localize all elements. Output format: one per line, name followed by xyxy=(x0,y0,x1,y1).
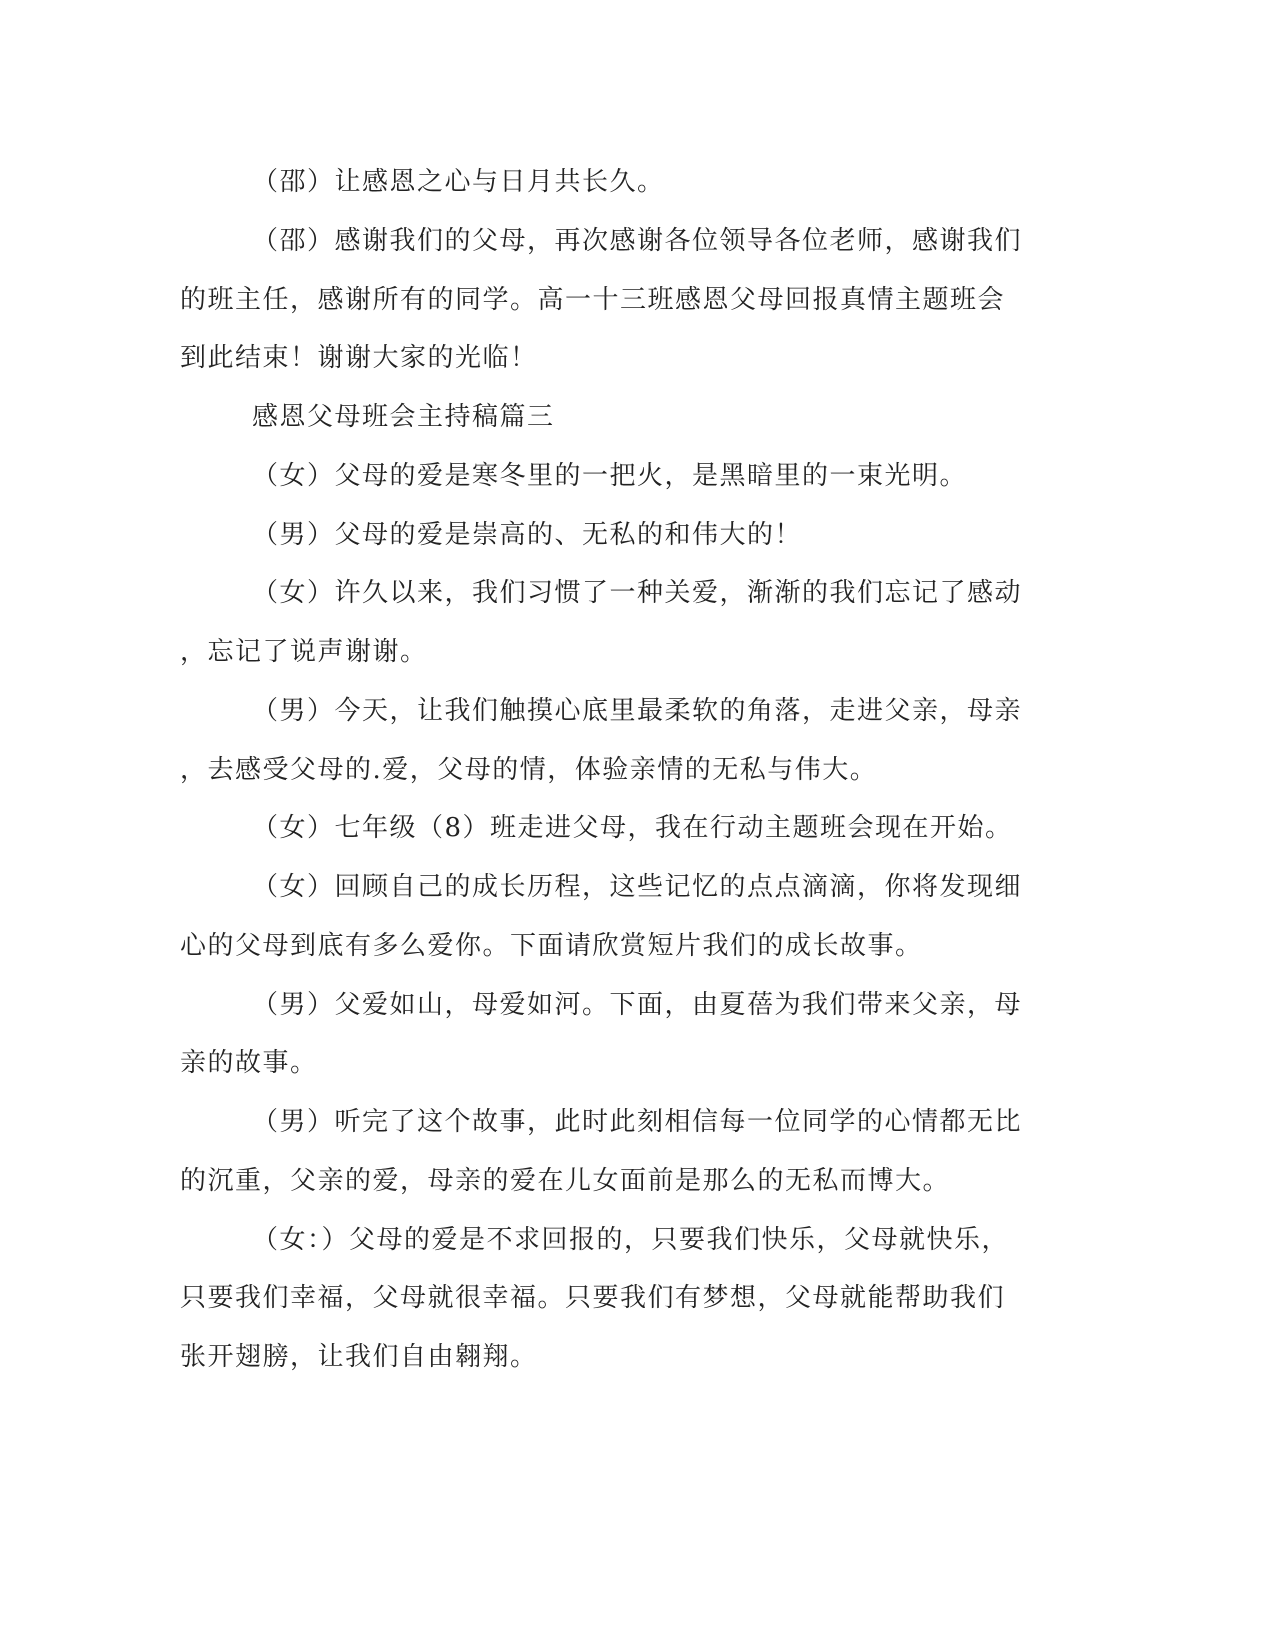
paragraph xyxy=(180,212,1060,388)
paragraph-line: ，忘记了说声谢谢。 xyxy=(180,637,428,667)
paragraph-line: 亲的故事。 xyxy=(180,1048,318,1079)
paragraph-line: 的班主任，感谢所有的同学。高一十三班感恩父母回报真情主题班会 xyxy=(180,284,1006,315)
paragraph-line: 心的父母到底有多么爱你。下面请欣赏短片我们的成长故事。 xyxy=(180,930,923,961)
paragraph xyxy=(180,799,1060,858)
paragraph-line: （男）今天，让我们触摸心底里最柔软的角落，走进父亲，母亲 xyxy=(252,695,1023,726)
section-heading-text: 感恩父母班会主持稿篇三 xyxy=(252,402,555,432)
paragraph-line: 张开翅膀，让我们自由翱翔。 xyxy=(180,1342,538,1372)
paragraph-line: ，去感受父母的.爱，父母的情，体验亲情的无私与伟大。 xyxy=(180,754,878,785)
section-heading xyxy=(180,388,1060,447)
paragraph-line: （男）父爱如山，母爱如河。下面，由夏蓓为我们带来父亲，母 xyxy=(252,989,1023,1020)
paragraph-line: 的沉重，父亲的爱，母亲的爱在儿女面前是那么的无私而博大。 xyxy=(180,1165,951,1196)
paragraph-line: （邵）感谢我们的父母，再次感谢各位领导各位老师，感谢我们 xyxy=(252,225,1023,256)
paragraph-line: （女）回顾自己的成长历程，这些记忆的点点滴滴，你将发现细 xyxy=(252,872,1023,902)
paragraph-line: 只要我们幸福，父母就很幸福。只要我们有梦想，父母就能帮助我们 xyxy=(180,1283,1006,1314)
paragraph xyxy=(180,447,1060,506)
paragraph-line: （邵）让感恩之心与日月共长久。 xyxy=(252,167,665,197)
paragraph xyxy=(180,564,1060,682)
paragraph-line: （男）父母的爱是崇高的、无私的和伟大的！ xyxy=(252,519,803,550)
paragraph-line: 到此结束！谢谢大家的光临！ xyxy=(180,343,538,374)
paragraph-line: （女）父母的爱是寒冬里的一把火，是黑暗里的一束光明。 xyxy=(252,460,968,491)
paragraph xyxy=(180,976,1060,1094)
document-body xyxy=(180,153,1060,1387)
paragraph xyxy=(180,1211,1060,1387)
paragraph-line: （女）许久以来，我们习惯了一种关爱，渐渐的我们忘记了感动 xyxy=(252,578,1023,609)
paragraph xyxy=(180,153,1060,212)
paragraph xyxy=(180,1093,1060,1211)
paragraph-line: （女）七年级（8）班走进父母，我在行动主题班会现在开始。 xyxy=(252,813,1013,844)
paragraph-line: （男）听完了这个故事，此时此刻相信每一位同学的心情都无比 xyxy=(252,1107,1023,1137)
paragraph xyxy=(180,506,1060,565)
paragraph xyxy=(180,858,1060,976)
paragraph-line: （女：）父母的爱是不求回报的，只要我们快乐，父母就快乐， xyxy=(252,1224,1010,1255)
paragraph xyxy=(180,682,1060,800)
